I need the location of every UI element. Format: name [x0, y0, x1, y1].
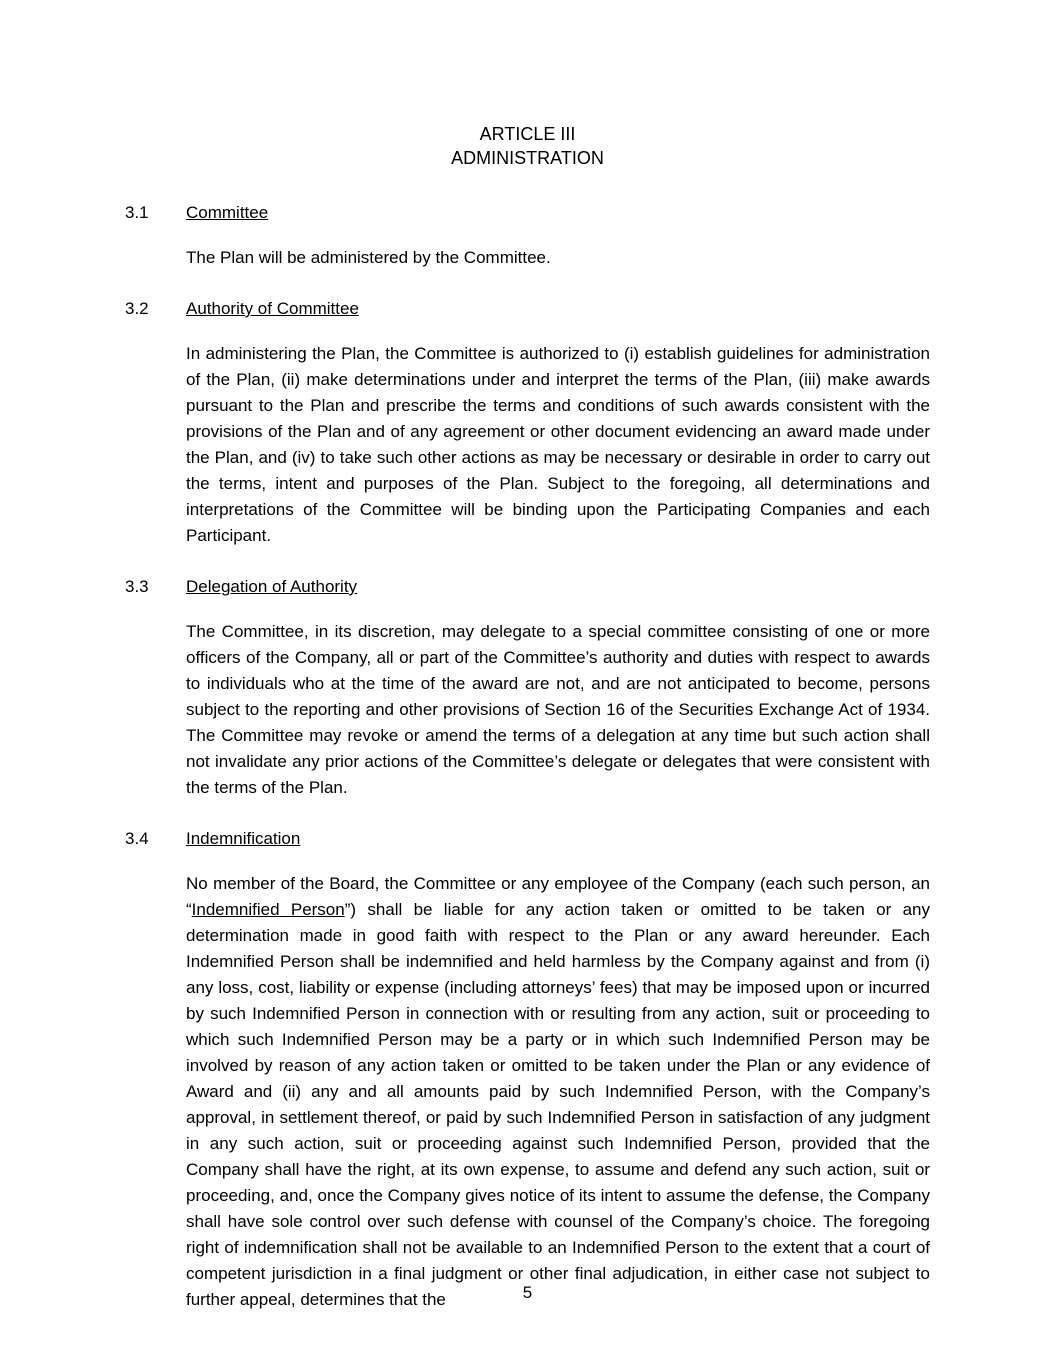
section-heading: Delegation of Authority: [186, 577, 358, 596]
article-title: [125, 122, 930, 170]
article-title-line1: ARTICLE III: [479, 124, 576, 144]
paragraph-text-before: No member of the Board, the Committee or any employee of the Company (each such person, an “: [186, 874, 930, 919]
section-heading: Authority of Committee: [186, 299, 359, 318]
section-heading: Committee: [186, 203, 269, 222]
section-heading-row: [125, 576, 930, 598]
page-number: 5: [522, 1283, 533, 1302]
section-authority-of-committee: [125, 298, 930, 549]
paragraph: The Committee, in its discretion, may delegate to a special committee consisting of one or more officers of the Company, all or part of the Committee’s authority and duties with respect to awards to individuals who at the time of the award are not, and are not anticipated to become, persons subject to the reporting and other provisions of Section 16 of the Securities Exchange Act of 1934. The Committee may revoke or amend the terms of a delegation at any time but such action shall not invalidate any prior actions of the Committee’s delegate or delegates that were consistent with the terms of the Plan.: [186, 622, 930, 797]
section-delegation-of-authority: [125, 576, 930, 801]
section-number: 3.2: [125, 299, 149, 318]
section-number: 3.3: [125, 577, 149, 596]
paragraph: [186, 871, 930, 1313]
section-number: 3.4: [125, 829, 149, 848]
section-heading: Indemnification: [186, 829, 301, 848]
section-indemnification: [125, 828, 930, 1313]
paragraph: The Plan will be administered by the Committee.: [186, 248, 551, 267]
section-heading-row: [125, 828, 930, 850]
paragraph-text-after: ”) shall be liable for any action taken or omitted to be taken or any determination made in good faith with respect to the Plan or any award hereunder. Each Indemnified Person shall be indemnified and held harmless by the Company against and from (i) any loss, cost, liability or expense (including attorneys’ fees) that may be imposed upon or incurred by such Indemnified Person in connection with or resulting from any action, suit or proceeding to which such Indemnified Person may be a party or in which such Indemnified Person may be involved by reason of any action taken or omitted to be taken under the Plan or any evidence of Award and (ii) any and all amounts paid by such Indemnified Person, with the Company’s approval, in settlement thereof, or paid by such Indemnified Person in satisfaction of any judgment in any such action, suit or proceeding against such Indemnified Person, provided that the Company shall have the right, at its own expense, to assume and defend any such action, suit or proceeding, and, once the Company gives notice of its intent to assume the defense, the Company shall have sole control over such defense with counsel of the Company’s choice. The foregoing right of indemnification shall not be available to an Indemnified Person to the extent that a court of competent jurisdiction in a final judgment or other final adjudication, in either case not subject to further appeal, determines that the: [186, 900, 930, 1309]
article-title-line2: ADMINISTRATION: [451, 148, 604, 168]
section-heading-row: [125, 202, 930, 224]
section-heading-row: [125, 298, 930, 320]
section-number: 3.1: [125, 203, 149, 222]
paragraph: In administering the Plan, the Committee is authorized to (i) establish guidelines for administration of the Plan, (ii) make determinations under and interpret the terms of the Plan, (iii) make awards pursuant to the Plan and prescribe the terms and conditions of such awards consistent with the provisions of the Plan and of any agreement or other document evidencing an award made under the Plan, and (iv) to take such other actions as may be necessary or desirable in order to carry out the terms, intent and purposes of the Plan. Subject to the foregoing, all determinations and interpretations of the Committee will be binding upon the Participating Companies and each Participant.: [186, 344, 930, 545]
section-committee: [125, 202, 930, 271]
defined-term-underlined: Indemnified Person: [191, 900, 345, 919]
